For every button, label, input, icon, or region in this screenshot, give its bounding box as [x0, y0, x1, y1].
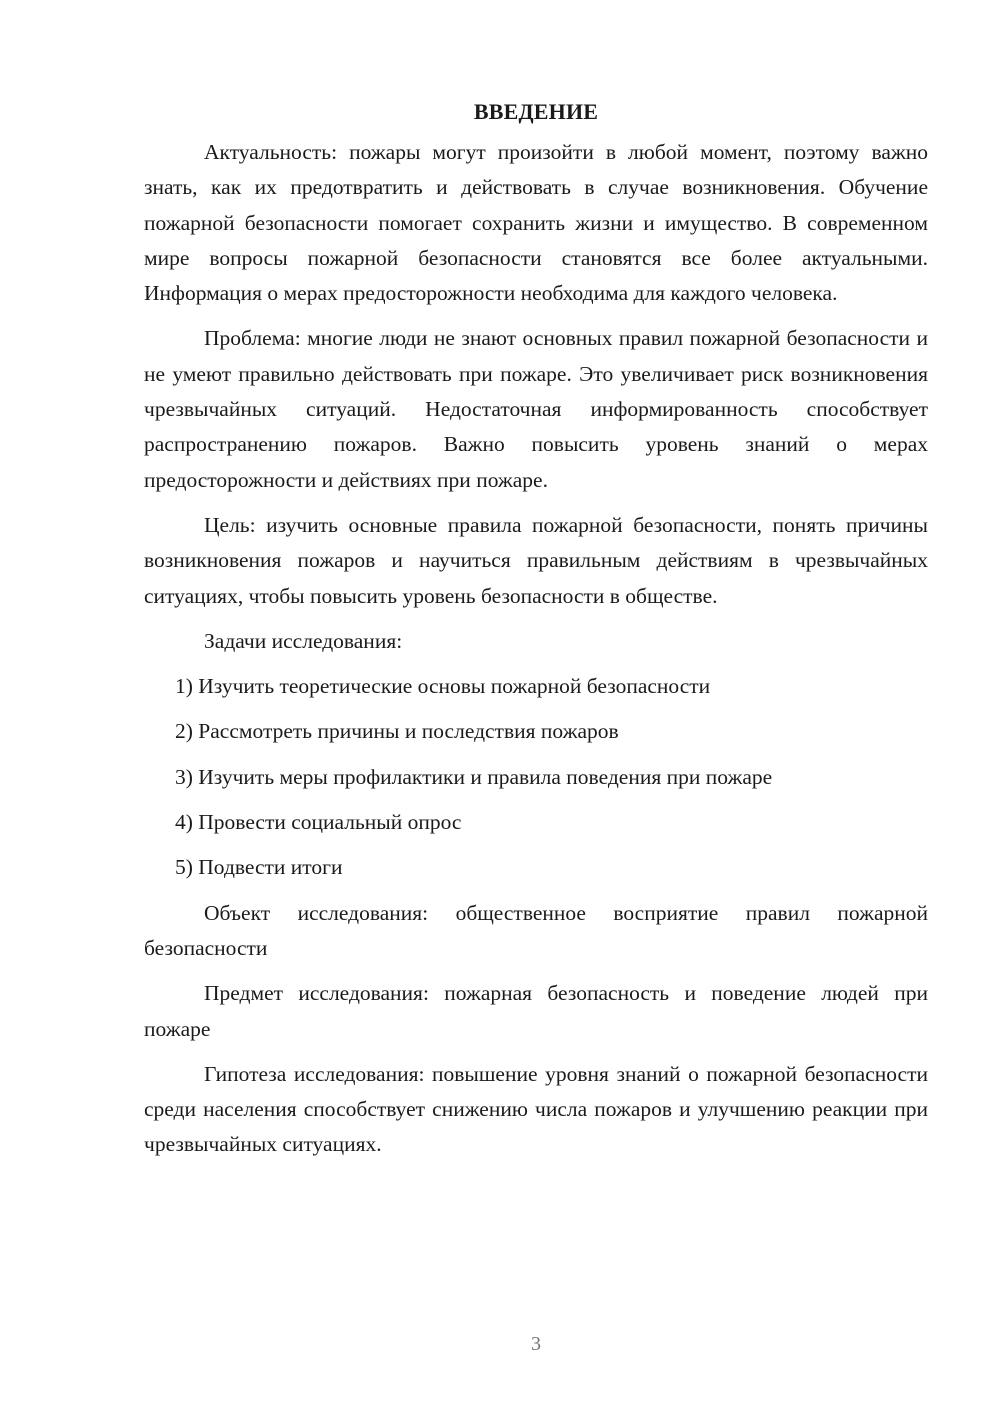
goal-paragraph: Цель: изучить основные правила пожарной безопасности, понять причины возникновения пожаров и научиться правильным действиям в чрезвычайных ситуациях, чтобы повысить уровень безопасности в обществе. [144, 512, 928, 608]
object-paragraph: Объект исследования: общественное восприятие правил пожарной безопасности [144, 900, 928, 960]
tasks-intro: Задачи исследования: [204, 628, 403, 653]
task-item: 2) Рассмотреть причины и последствия пожаров [175, 719, 619, 744]
task-item: 5) Подвести итоги [175, 855, 343, 880]
section-heading: ВВЕДЕНИЕ [473, 99, 599, 124]
relevance-paragraph: Актуальность: пожары могут произойти в любой момент, поэтому важно знать, как их предотвратить и действовать в случае возникновения. Обучение пожарной безопасности помогает сохранить жизни и имущество. В современном мире вопросы пожарной безопасности становятся все более актуальными. Информация о мерах предосторожности необходима для каждого человека. [144, 140, 928, 306]
problem-paragraph: Проблема: многие люди не знают основных правил пожарной безопасности и не умеют правильно действовать при пожаре. Это увеличивает риск возникновения чрезвычайных ситуаций. Недостаточная информированность способствует распространению пожаров. Важно повысить уровень знаний о мерах предосторожности и действиях при пожаре. [144, 326, 928, 492]
task-list [144, 669, 928, 885]
hypothesis-paragraph: Гипотеза исследования: повышение уровня знаний о пожарной безопасности среди населения способствует снижению числа пожаров и улучшению реакции при чрезвычайных ситуациях. [144, 1061, 928, 1157]
task-item: 3) Изучить меры профилактики и правила поведения при пожаре [175, 764, 773, 789]
page-number: 3 [531, 1333, 541, 1355]
task-item: 4) Провести социальный опрос [175, 810, 462, 835]
task-item: 1) Изучить теоретические основы пожарной безопасности [175, 674, 711, 699]
subject-paragraph: Предмет исследования: пожарная безопасность и поведение людей при пожаре [144, 981, 928, 1041]
page-content [144, 94, 928, 1173]
